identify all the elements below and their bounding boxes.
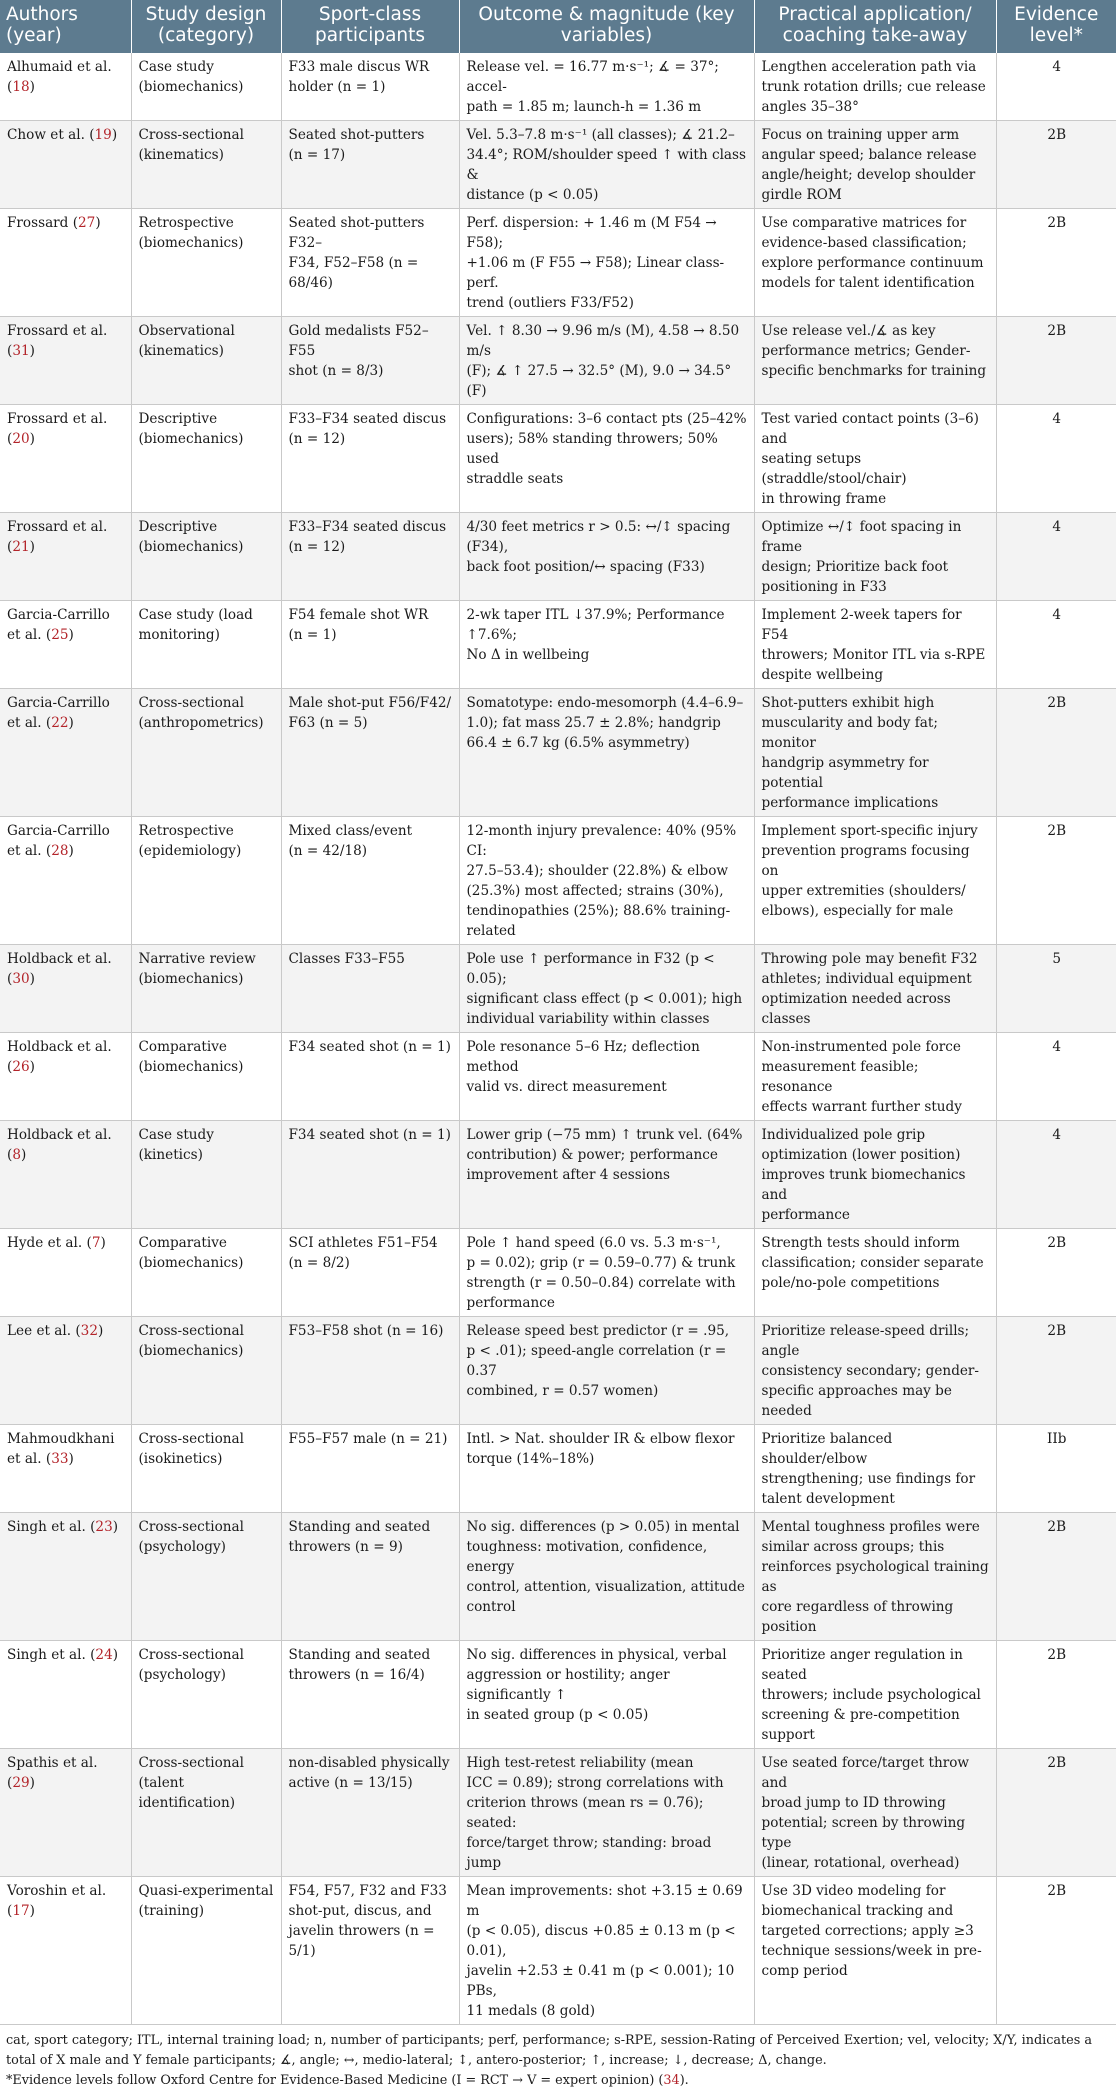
author-cell: Spathis et al. (29) <box>0 1749 131 1877</box>
table-row <box>0 1641 1116 1749</box>
evidence-level-cell: 2B <box>996 121 1116 209</box>
reference-link[interactable]: 17 <box>12 1903 30 1919</box>
application-cell: Throwing pole may benefit F32 athletes; individual equipment optimization needed across classes <box>754 945 996 1033</box>
evidence-level-cell: 2B <box>996 689 1116 817</box>
author-name: Garcia-Carrillo et al. <box>7 823 110 859</box>
author-cell: Mahmoudkhani et al. (33) <box>0 1425 131 1513</box>
outcome-cell: Configurations: 3–6 contact pts (25–42% users); 58% standing throwers; 50% used straddle seats <box>459 405 754 513</box>
outcome-cell: Perf. dispersion: + 1.46 m (M F54 → F58); +1.06 m (F F55 → F58); Linear class-perf. trend (outliers F33/F52) <box>459 209 754 317</box>
study-design-cell: Retrospective (epidemiology) <box>131 817 281 945</box>
application-cell: Non-instrumented pole force measurement feasible; resonance effects warrant further study <box>754 1033 996 1121</box>
table-row <box>0 405 1116 513</box>
author-name: Singh et al. <box>7 1647 86 1663</box>
author-cell: Holdback et al. (8) <box>0 1121 131 1229</box>
application-cell: Lengthen acceleration path via trunk rotation drills; cue release angles 35–38° <box>754 53 996 121</box>
author-cell: Frossard et al. (21) <box>0 513 131 601</box>
header-study-design: Study design (category) <box>131 0 281 53</box>
author-cell: Garcia-Carrillo et al. (22) <box>0 689 131 817</box>
study-design-cell: Retrospective (biomechanics) <box>131 209 281 317</box>
reference-link[interactable]: 34 <box>663 2073 680 2088</box>
outcome-cell: Pole ↑ hand speed (6.0 vs. 5.3 m·s⁻¹, p = 0.02); grip (r = 0.59–0.77) & trunk strength (r = 0.50–0.84) correlate with performance <box>459 1229 754 1317</box>
evidence-level-cell: 4 <box>996 601 1116 689</box>
author-name: Spathis et al. <box>7 1755 98 1771</box>
table-row <box>0 317 1116 405</box>
table-row <box>0 1513 1116 1641</box>
outcome-cell: 2-wk taper ITL ↓37.9%; Performance ↑7.6%; No Δ in wellbeing <box>459 601 754 689</box>
table-row <box>0 53 1116 121</box>
participants-cell: Mixed class/event (n = 42/18) <box>281 817 459 945</box>
table-row <box>0 121 1116 209</box>
author-cell: Holdback et al. (26) <box>0 1033 131 1121</box>
author-name: Alhumaid et al. <box>7 59 112 75</box>
participants-cell: F33–F34 seated discus (n = 12) <box>281 513 459 601</box>
application-cell: Use seated force/target throw and broad jump to ID throwing potential; screen by throwing type (linear, rotational, overhead) <box>754 1749 996 1877</box>
reference-link[interactable]: 26 <box>12 1059 30 1075</box>
table-row <box>0 1033 1116 1121</box>
author-name: Singh et al. <box>7 1519 86 1535</box>
author-cell: Garcia-Carrillo et al. (28) <box>0 817 131 945</box>
study-design-cell: Case study (load monitoring) <box>131 601 281 689</box>
application-cell: Prioritize release-speed drills; angle consistency secondary; gender- specific approaches may be needed <box>754 1317 996 1425</box>
study-design-cell: Case study (biomechanics) <box>131 53 281 121</box>
reference-link[interactable]: 25 <box>51 627 69 643</box>
table-row <box>0 817 1116 945</box>
reference-link[interactable]: 32 <box>80 1323 98 1339</box>
evidence-level-cell: 5 <box>996 945 1116 1033</box>
application-cell: Use comparative matrices for evidence-based classification; explore performance continuum models for talent identification <box>754 209 996 317</box>
author-name: Lee et al. <box>7 1323 72 1339</box>
study-design-cell: Cross-sectional (psychology) <box>131 1641 281 1749</box>
evidence-level-cell: 2B <box>996 1317 1116 1425</box>
author-name: Frossard et al. <box>7 323 108 339</box>
study-design-cell: Comparative (biomechanics) <box>131 1033 281 1121</box>
author-name: Voroshin et al. <box>7 1883 107 1899</box>
participants-cell: F54 female shot WR (n = 1) <box>281 601 459 689</box>
table-row <box>0 1749 1116 1877</box>
author-name: Garcia-Carrillo et al. <box>7 695 110 731</box>
reference-link[interactable]: 27 <box>78 215 96 231</box>
evidence-level-cell: 2B <box>996 1877 1116 2025</box>
evidence-level-cell: 2B <box>996 1641 1116 1749</box>
study-design-cell: Cross-sectional (isokinetics) <box>131 1425 281 1513</box>
study-design-cell: Cross-sectional (psychology) <box>131 1513 281 1641</box>
study-design-cell: Descriptive (biomechanics) <box>131 513 281 601</box>
evidence-level-cell: 2B <box>996 1229 1116 1317</box>
reference-link[interactable]: 7 <box>91 1235 101 1251</box>
table-row <box>0 1425 1116 1513</box>
table-row <box>0 513 1116 601</box>
study-design-cell: Descriptive (biomechanics) <box>131 405 281 513</box>
application-cell: Mental toughness profiles were similar across groups; this reinforces psychological training as core regardless of throwing position <box>754 1513 996 1641</box>
reference-link[interactable]: 33 <box>51 1451 69 1467</box>
outcome-cell: No sig. differences (p > 0.05) in mental toughness: motivation, confidence, energy control, attention, visualization, attitude control <box>459 1513 754 1641</box>
table-row <box>0 1877 1116 2025</box>
outcome-cell: Vel. ↑ 8.30 → 9.96 m/s (M), 4.58 → 8.50 m/s (F); ∡ ↑ 27.5 → 32.5° (M), 9.0 → 34.5° (F) <box>459 317 754 405</box>
author-cell: Voroshin et al. (17) <box>0 1877 131 2025</box>
application-cell: Prioritize balanced shoulder/elbow strengthening; use findings for talent development <box>754 1425 996 1513</box>
author-cell: Singh et al. (24) <box>0 1641 131 1749</box>
application-cell: Optimize ↔/↕ foot spacing in frame design; Prioritize back foot positioning in F33 <box>754 513 996 601</box>
reference-link[interactable]: 19 <box>94 127 112 143</box>
reference-link[interactable]: 21 <box>12 539 30 555</box>
author-cell: Holdback et al. (30) <box>0 945 131 1033</box>
evidence-level-cell: 4 <box>996 53 1116 121</box>
header-row <box>0 0 1116 53</box>
participants-cell: SCI athletes F51–F54 (n = 8/2) <box>281 1229 459 1317</box>
author-name: Mahmoudkhani et al. <box>7 1431 115 1467</box>
application-cell: Individualized pole grip optimization (lower position) improves trunk biomechanics and performance <box>754 1121 996 1229</box>
evidence-level-cell: 4 <box>996 1121 1116 1229</box>
participants-cell: F55–F57 male (n = 21) <box>281 1425 459 1513</box>
evidence-level-cell: 4 <box>996 1033 1116 1121</box>
author-cell: Garcia-Carrillo et al. (25) <box>0 601 131 689</box>
outcome-cell: Release speed best predictor (r = .95, p < .01); speed-angle correlation (r = 0.37 combined, r = 0.57 women) <box>459 1317 754 1425</box>
header-authors: Authors (year) <box>0 0 131 53</box>
reference-link[interactable]: 18 <box>12 79 30 95</box>
outcome-cell: High test-retest reliability (mean ICC = 0.89); strong correlations with criterion throws (mean rs = 0.76); seated: force/target throw; standing: broad jump <box>459 1749 754 1877</box>
study-design-cell: Cross-sectional (talent identification) <box>131 1749 281 1877</box>
abbreviations-note: cat, sport category; ITL, internal training load; n, number of participants; perf, performance; s-RPE, session-Rating of Perceived Exertion; vel, velocity; X/Y, indicates a total of X male and Y female participants; ∡, angle; ↔, medio-lateral; ↕, antero-posterior; ↑, increase; ↓, decrease; Δ, change. <box>6 2033 1093 2068</box>
application-cell: Test varied contact points (3–6) and seating setups (straddle/stool/chair) in throwing frame <box>754 405 996 513</box>
study-design-cell: Quasi-experimental (training) <box>131 1877 281 2025</box>
study-design-cell: Comparative (biomechanics) <box>131 1229 281 1317</box>
outcome-cell: No sig. differences in physical, verbal aggression or hostility; anger significantly ↑ in seated group (p < 0.05) <box>459 1641 754 1749</box>
author-name: Holdback et al. <box>7 951 112 967</box>
author-name: Frossard et al. <box>7 519 108 535</box>
outcome-cell: Pole use ↑ performance in F32 (p < 0.05); significant class effect (p < 0.001); high individual variability within classes <box>459 945 754 1033</box>
evidence-level-cell: 2B <box>996 209 1116 317</box>
reference-link[interactable]: 22 <box>51 715 69 731</box>
reference-link[interactable]: 24 <box>95 1647 113 1663</box>
author-name: Holdback et al. <box>7 1127 112 1143</box>
participants-cell: F34 seated shot (n = 1) <box>281 1121 459 1229</box>
reference-link[interactable]: 31 <box>12 343 30 359</box>
author-cell: Lee et al. (32) <box>0 1317 131 1425</box>
study-design-cell: Narrative review (biomechanics) <box>131 945 281 1033</box>
study-design-cell: Case study (kinetics) <box>131 1121 281 1229</box>
author-name: Chow et al. <box>7 127 85 143</box>
table-row <box>0 945 1116 1033</box>
author-cell: Alhumaid et al. (18) <box>0 53 131 121</box>
outcome-cell: Release vel. = 16.77 m·s⁻¹; ∡ = 37°; accel- path = 1.85 m; launch-h = 1.36 m <box>459 53 754 121</box>
participants-cell: Standing and seated throwers (n = 9) <box>281 1513 459 1641</box>
reference-link[interactable]: 30 <box>12 971 30 987</box>
author-cell: Hyde et al. (7) <box>0 1229 131 1317</box>
reference-link[interactable]: 28 <box>51 843 69 859</box>
evidence-level-cell: 2B <box>996 1749 1116 1877</box>
study-design-cell: Cross-sectional (kinematics) <box>131 121 281 209</box>
application-cell: Focus on training upper arm angular speed; balance release angle/height; develop shoulder girdle ROM <box>754 121 996 209</box>
header-sport-class: Sport-class participants <box>281 0 459 53</box>
table-row <box>0 1121 1116 1229</box>
evidence-level-cell: 2B <box>996 317 1116 405</box>
author-cell: Frossard et al. (20) <box>0 405 131 513</box>
author-cell: Frossard et al. (31) <box>0 317 131 405</box>
application-cell: Use 3D video modeling for biomechanical tracking and targeted corrections; apply ≥3 technique sessions/week in pre- comp period <box>754 1877 996 2025</box>
evidence-level-cell: 4 <box>996 513 1116 601</box>
participants-cell: non-disabled physically active (n = 13/15) <box>281 1749 459 1877</box>
header-application: Practical application/ coaching take-away <box>754 0 996 53</box>
evidence-level-cell: 4 <box>996 405 1116 513</box>
study-design-cell: Observational (kinematics) <box>131 317 281 405</box>
evidence-level-cell: 2B <box>996 1513 1116 1641</box>
table-row <box>0 209 1116 317</box>
reference-link[interactable]: 8 <box>12 1147 21 1163</box>
table-row <box>0 601 1116 689</box>
participants-cell: F33–F34 seated discus (n = 12) <box>281 405 459 513</box>
table-footnotes <box>0 2025 1116 2091</box>
participants-cell: Seated shot-putters F32– F34, F52–F58 (n = 68/46) <box>281 209 459 317</box>
participants-cell: F53–F58 shot (n = 16) <box>281 1317 459 1425</box>
participants-cell: Standing and seated throwers (n = 16/4) <box>281 1641 459 1749</box>
application-cell: Implement sport-specific injury prevention programs focusing on upper extremities (shoulders/ elbows), especially for male <box>754 817 996 945</box>
author-cell: Chow et al. (19) <box>0 121 131 209</box>
author-name: Frossard et al. <box>7 411 108 427</box>
reference-link[interactable]: 29 <box>12 1775 30 1791</box>
outcome-cell: Mean improvements: shot +3.15 ± 0.69 m (p < 0.05), discus +0.85 ± 0.13 m (p < 0.01), javelin +2.53 ± 0.41 m (p < 0.001); 10 PBs, 11 medals (8 gold) <box>459 1877 754 2025</box>
outcome-cell: Lower grip (−75 mm) ↑ trunk vel. (64% contribution) & power; performance improvement after 4 sessions <box>459 1121 754 1229</box>
reference-link[interactable]: 20 <box>12 431 30 447</box>
participants-cell: Male shot-put F56/F42/ F63 (n = 5) <box>281 689 459 817</box>
participants-cell: Classes F33–F55 <box>281 945 459 1033</box>
participants-cell: F34 seated shot (n = 1) <box>281 1033 459 1121</box>
header-outcome: Outcome & magnitude (key variables) <box>459 0 754 53</box>
outcome-cell: Pole resonance 5–6 Hz; deflection method valid vs. direct measurement <box>459 1033 754 1121</box>
table-row <box>0 689 1116 817</box>
participants-cell: F33 male discus WR holder (n = 1) <box>281 53 459 121</box>
evidence-level-cell: IIb <box>996 1425 1116 1513</box>
author-name: Garcia-Carrillo et al. <box>7 607 110 643</box>
table-row <box>0 1317 1116 1425</box>
application-cell: Implement 2-week tapers for F54 throwers; Monitor ITL via s-RPE despite wellbeing <box>754 601 996 689</box>
evidence-level-cell: 2B <box>996 817 1116 945</box>
application-cell: Strength tests should inform classification; consider separate pole/no-pole competitions <box>754 1229 996 1317</box>
participants-cell: F54, F57, F32 and F33 shot-put, discus, and javelin throwers (n = 5/1) <box>281 1877 459 2025</box>
outcome-cell: Intl. > Nat. shoulder IR & elbow flexor torque (14%–18%) <box>459 1425 754 1513</box>
outcome-cell: Somatotype: endo-mesomorph (4.4–6.9– 1.0); fat mass 25.7 ± 2.8%; handgrip 66.4 ± 6.7 kg (6.5% asymmetry) <box>459 689 754 817</box>
outcome-cell: 4/30 feet metrics r > 0.5: ↔/↕ spacing (F34), back foot position/↔ spacing (F33) <box>459 513 754 601</box>
application-cell: Use release vel./∡ as key performance metrics; Gender- specific benchmarks for training <box>754 317 996 405</box>
study-design-cell: Cross-sectional (biomechanics) <box>131 1317 281 1425</box>
participants-cell: Gold medalists F52–F55 shot (n = 8/3) <box>281 317 459 405</box>
author-name: Hyde et al. <box>7 1235 83 1251</box>
application-cell: Prioritize anger regulation in seated throwers; include psychological screening & pre-competition support <box>754 1641 996 1749</box>
author-name: Frossard <box>7 215 69 231</box>
application-cell: Shot-putters exhibit high muscularity and body fat; monitor handgrip asymmetry for potential performance implications <box>754 689 996 817</box>
header-evidence-level: Evidence level* <box>996 0 1116 53</box>
outcome-cell: 12-month injury prevalence: 40% (95% CI: 27.5–53.4); shoulder (22.8%) & elbow (25.3%) most affected; strains (30%), tendinopathies (25%); 88.6% training- related <box>459 817 754 945</box>
author-cell: Frossard (27) <box>0 209 131 317</box>
evidence-note: *Evidence levels follow Oxford Centre for Evidence-Based Medicine (I = RCT → V = expert opinion) (34). <box>6 2073 689 2088</box>
reference-link[interactable]: 23 <box>95 1519 113 1535</box>
study-design-cell: Cross-sectional (anthropometrics) <box>131 689 281 817</box>
author-cell: Singh et al. (23) <box>0 1513 131 1641</box>
author-name: Holdback et al. <box>7 1039 112 1055</box>
outcome-cell: Vel. 5.3–7.8 m·s⁻¹ (all classes); ∡ 21.2– 34.4°; ROM/shoulder speed ↑ with class & distance (p < 0.05) <box>459 121 754 209</box>
table-row <box>0 1229 1116 1317</box>
participants-cell: Seated shot-putters (n = 17) <box>281 121 459 209</box>
